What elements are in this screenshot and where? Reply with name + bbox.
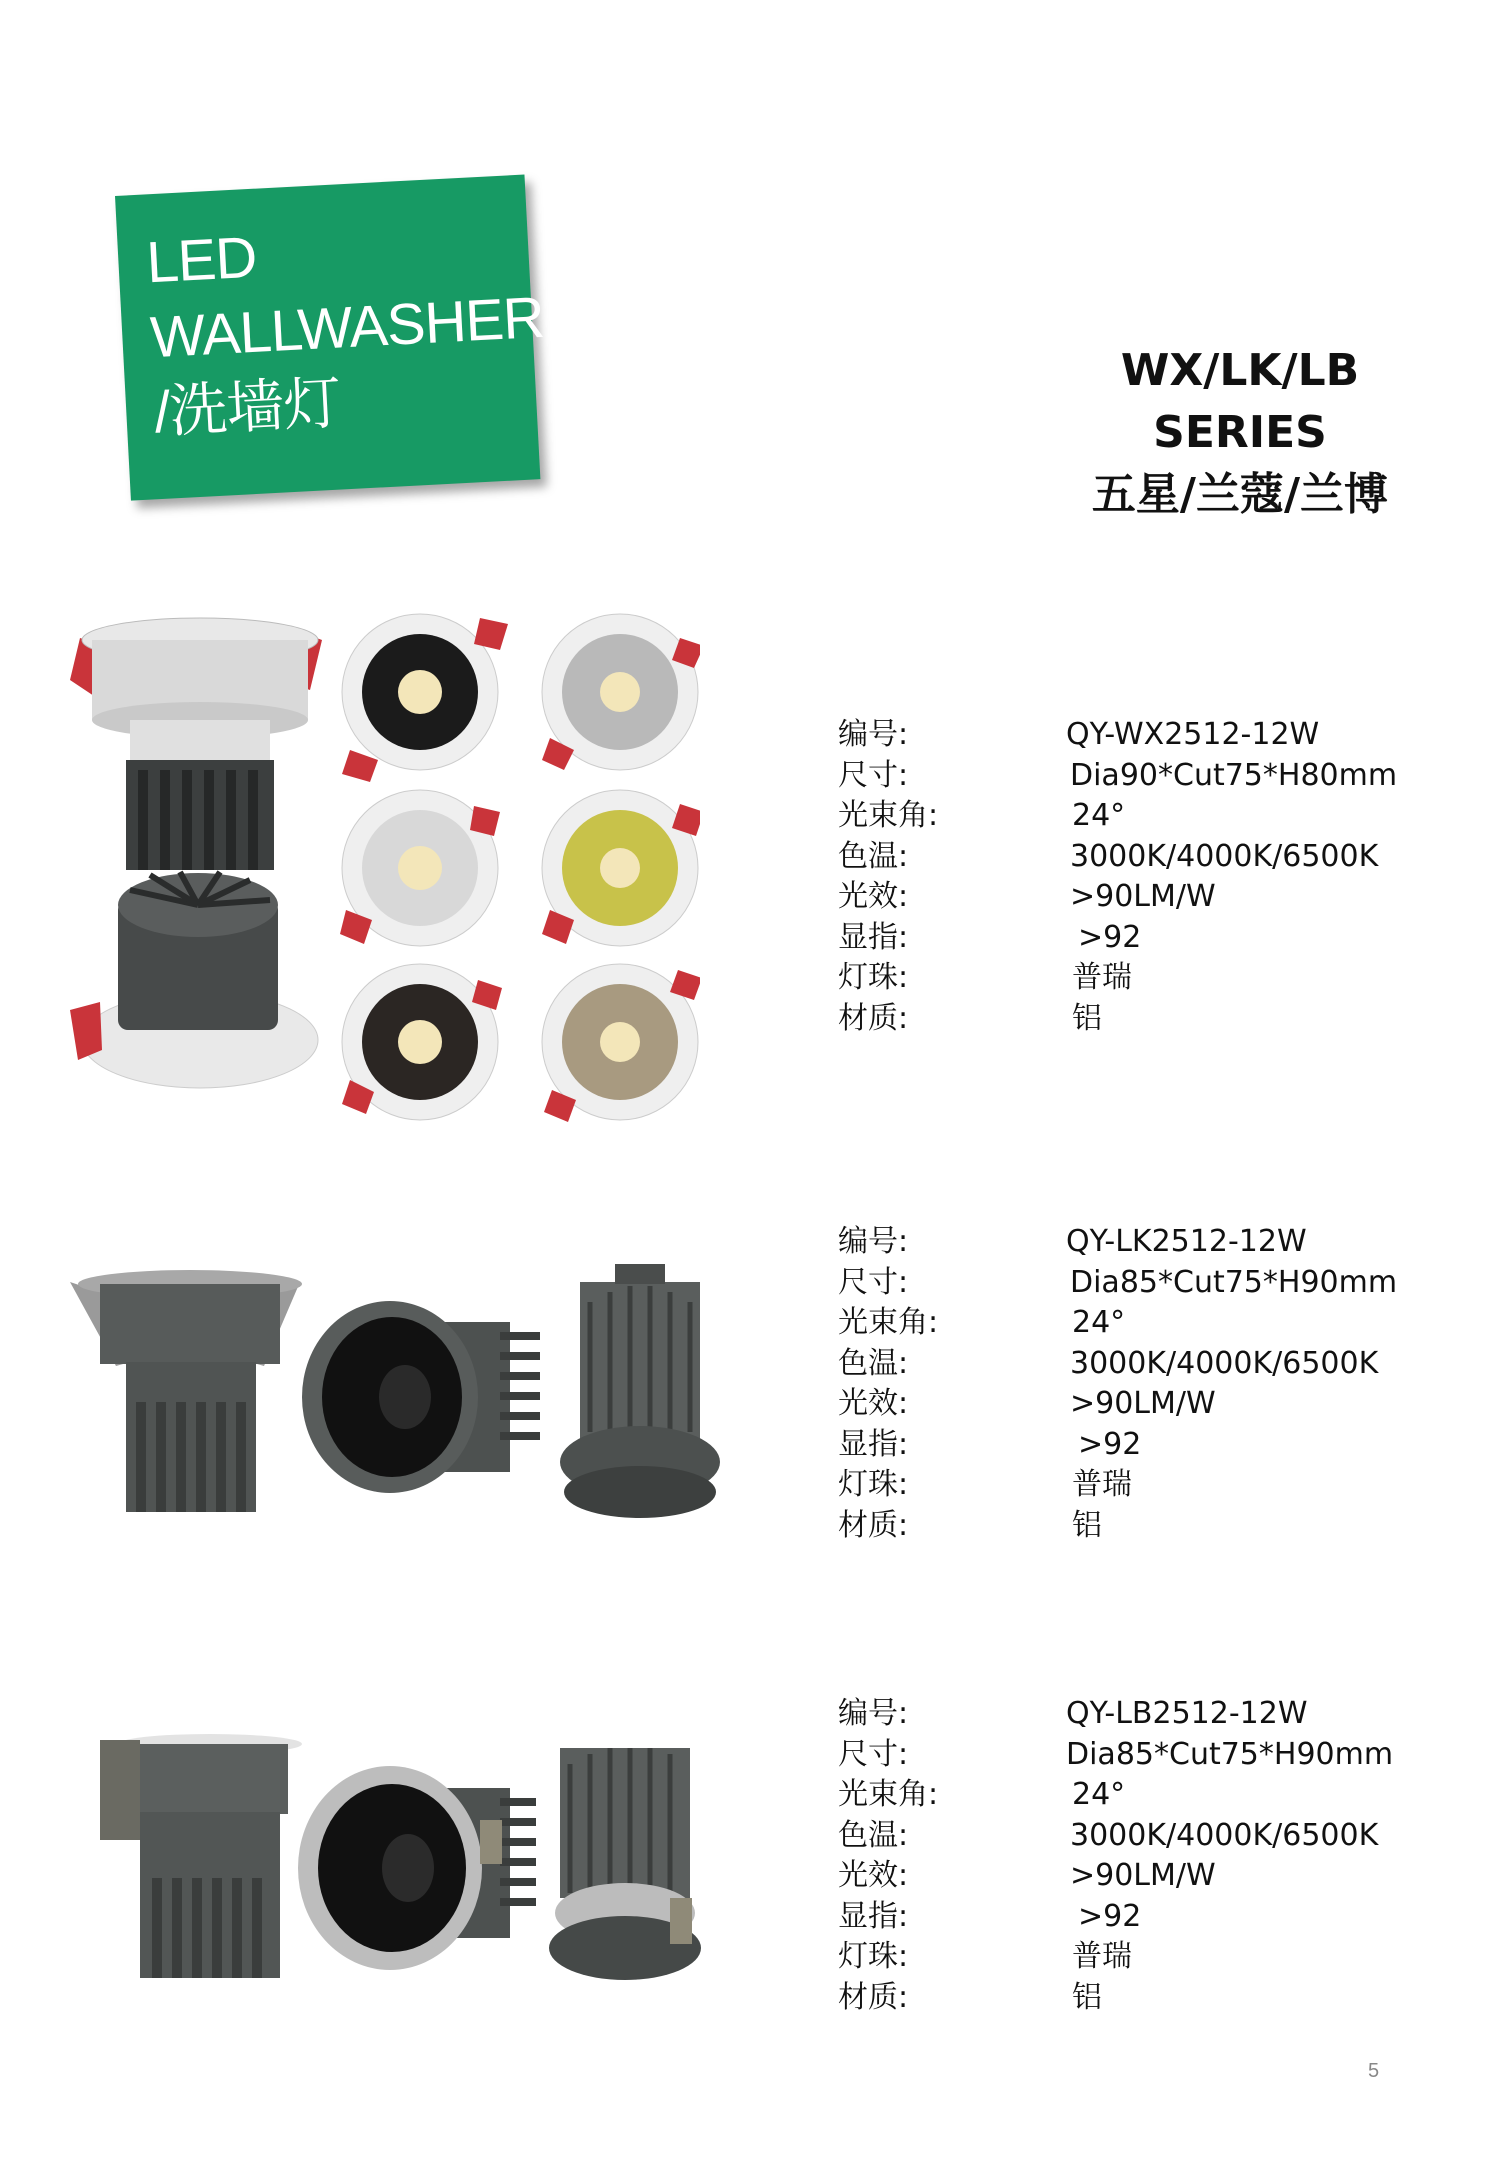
product-photos-lk — [60, 1262, 750, 1522]
spec-value-efficacy: >90LM/W — [1070, 1858, 1216, 1893]
banner-line-cn: /洗墙灯 — [152, 370, 342, 446]
lb-photo-set — [60, 1728, 740, 1998]
spec-value-efficacy: >90LM/W — [1070, 879, 1216, 914]
wx-front-champagne — [542, 964, 700, 1122]
wx-front-black — [342, 614, 508, 782]
spec-value-led: 普瑞 — [1072, 1467, 1132, 1502]
spec-value-led: 普瑞 — [1072, 960, 1132, 995]
spec-value-beam: 24° — [1072, 1777, 1126, 1812]
lb-heatsink-view — [549, 1748, 701, 1980]
product-photos-lb — [60, 1728, 750, 1998]
spec-value-cri: >92 — [1078, 1426, 1142, 1462]
spec-value-size: Dia85*Cut75*H90mm — [1070, 1264, 1398, 1300]
wx-photo-set — [60, 610, 700, 1130]
spec-value-beam: 24° — [1072, 1305, 1126, 1340]
spec-value-cct: 3000K/4000K/6500K — [1070, 838, 1379, 874]
page-number: 5 — [1368, 2060, 1380, 2082]
lk-front-angle-view — [302, 1301, 540, 1493]
series-title-en: WX/LK/LB SERIES — [1120, 345, 1360, 458]
spec-value-cri: >92 — [1078, 919, 1142, 955]
series-banner — [115, 175, 546, 501]
wx-side-view — [70, 618, 322, 870]
spec-value-cct: 3000K/4000K/6500K — [1070, 1345, 1379, 1381]
lk-photo-set — [60, 1262, 740, 1522]
spec-value-model: QY-LK2512-12W — [1066, 1224, 1307, 1259]
series-title-cn: 五星/兰蔻/兰博 — [1091, 469, 1389, 520]
lk-heatsink-view — [560, 1264, 720, 1518]
wx-front-white — [340, 790, 500, 946]
spec-value-size: Dia85*Cut75*H90mm — [1066, 1736, 1394, 1772]
spec-value-cct: 3000K/4000K/6500K — [1070, 1817, 1379, 1853]
wx-front-gold — [542, 790, 700, 946]
series-title — [1040, 340, 1440, 526]
spec-value-efficacy: >90LM/W — [1070, 1386, 1216, 1421]
wx-front-darkbrown — [342, 964, 502, 1120]
spec-value-size: Dia90*Cut75*H80mm — [1070, 757, 1398, 793]
wx-heatsink-view — [70, 872, 318, 1088]
lb-side-view — [100, 1734, 302, 1978]
lk-side-view — [70, 1270, 302, 1512]
spec-value-model: QY-WX2512-12W — [1066, 717, 1320, 752]
spec-value-material: 铝 — [1072, 1507, 1102, 1543]
spec-value-led: 普瑞 — [1072, 1939, 1132, 1974]
lb-front-angle-view — [298, 1766, 536, 1970]
spec-value-beam: 24° — [1072, 798, 1126, 833]
spec-value-cri: >92 — [1078, 1898, 1142, 1934]
spec-value-model: QY-LB2512-12W — [1066, 1696, 1308, 1731]
spec-value-material: 铝 — [1072, 1979, 1102, 2015]
spec-value-material: 铝 — [1072, 1000, 1102, 1036]
wx-front-silver — [542, 614, 700, 770]
banner-line-led: LED — [144, 224, 258, 296]
banner-line-wallwasher: WALLWASHER — [148, 284, 546, 371]
product-photos-wx — [60, 610, 750, 1130]
